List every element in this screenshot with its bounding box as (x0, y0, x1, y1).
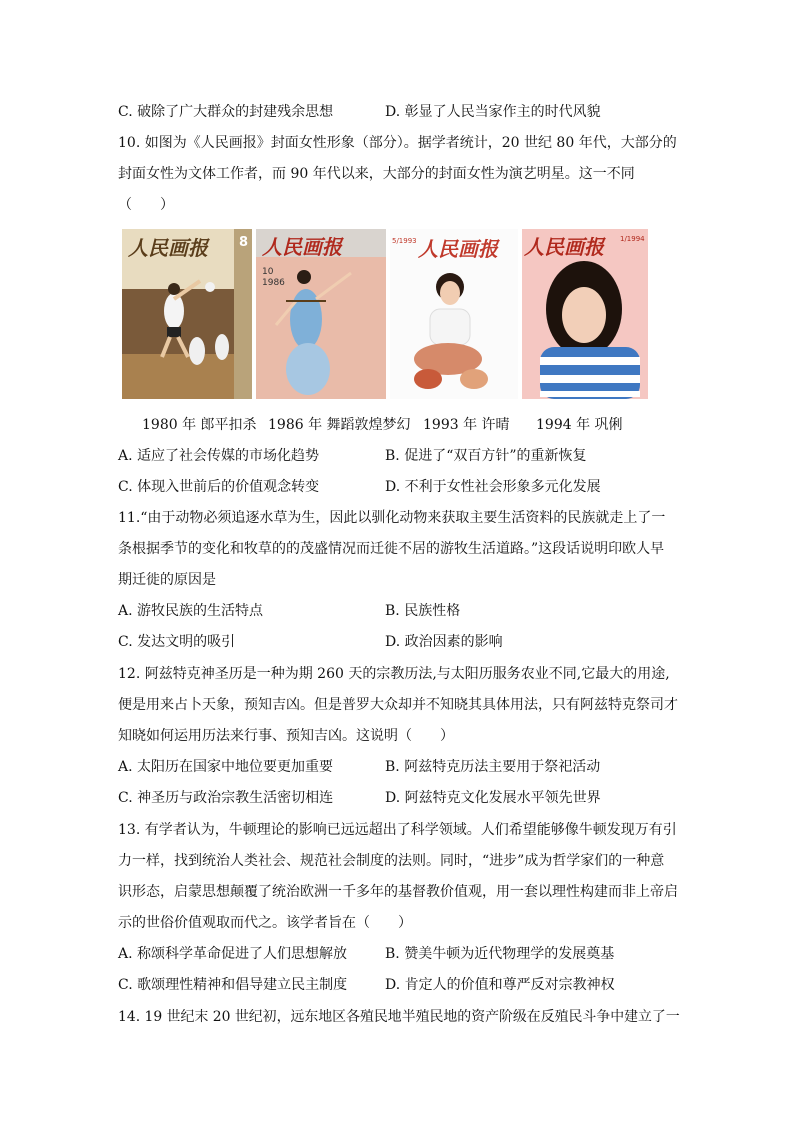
q11-option-d[interactable]: D. 政治因素的影响 (385, 634, 503, 650)
cover-1993-issue: 5/1993 (392, 237, 417, 245)
q13-stem-line3: 识形态，启蒙思想颠覆了统治欧洲一千多年的基督教价值观，用一套以理性构建而非上帝启 (118, 884, 678, 900)
q10-option-d[interactable]: D. 不利于女性社会形象多元化发展 (385, 479, 601, 495)
q10-stem-line2: 封面女性为文体工作者，而 90 年代以来，大部分的封面女性为演艺明星。这一不同 (118, 166, 635, 182)
cover-1994-issue: 1/1994 (620, 235, 645, 243)
cover-1993-masthead: 人民画报 (418, 237, 498, 261)
cover-1986 (256, 229, 386, 399)
caption-1986: 1986 年 舞蹈敦煌梦幻 (268, 417, 411, 433)
magazine-covers-figure (122, 229, 648, 399)
q9-option-c[interactable]: C. 破除了广大群众的封建残余思想 (118, 104, 334, 120)
q12-stem-line3: 知晓如何运用历法来行事、预知吉凶。这说明（ ） (118, 728, 454, 744)
q13-stem-line1: 13. 有学者认为，牛顿理论的影响已远远超出了科学领域。人们希望能够像牛顿发现万有引 (118, 822, 677, 838)
q11-stem-line1: 11.“由于动物必须追逐水草为生，因此以驯化动物来获取主要生活资料的民族就走上了一 (118, 510, 666, 526)
q9-option-d[interactable]: D. 彰显了人民当家作主的时代风貌 (385, 104, 601, 120)
q11-stem-line3: 期迁徙的原因是 (118, 572, 216, 588)
cover-1994-masthead: 人民画报 (524, 235, 604, 259)
q12-option-c[interactable]: C. 神圣历与政治宗教生活密切相连 (118, 790, 334, 806)
cover-1980-masthead: 人民画报 (128, 236, 208, 260)
q13-stem-line4: 示的世俗价值观取而代之。该学者旨在（ ） (118, 915, 412, 931)
q12-option-d[interactable]: D. 阿兹特克文化发展水平领先世界 (385, 790, 601, 806)
q11-option-a[interactable]: A. 游牧民族的生活特点 (118, 603, 264, 619)
q12-stem-line2: 便是用来占卜天象，预知吉凶。但是普罗大众却并不知晓其具体用法，只有阿兹特克祭司才 (118, 697, 678, 713)
q13-option-b[interactable]: B. 赞美牛顿为近代物理学的发展奠基 (385, 946, 615, 962)
caption-1994: 1994 年 巩俐 (536, 417, 623, 433)
q10-option-b[interactable]: B. 促进了“双百方针”的重新恢复 (385, 448, 587, 464)
cover-1986-issue: 10 1986 (262, 267, 285, 288)
q13-option-d[interactable]: D. 肯定人的价值和尊严反对宗教神权 (385, 977, 615, 993)
q14-stem-line1: 14. 19 世纪末 20 世纪初，远东地区各殖民地半殖民地的资产阶级在反殖民斗争中建立了一 (118, 1009, 680, 1025)
cover-1980-issue: 8 (239, 235, 249, 250)
q10-option-c[interactable]: C. 体现入世前后的价值观念转变 (118, 479, 320, 495)
cover-1994 (522, 229, 648, 399)
q11-option-c[interactable]: C. 发达文明的吸引 (118, 634, 236, 650)
q11-option-b[interactable]: B. 民族性格 (385, 603, 461, 619)
q10-stem-line1: 10. 如图为《人民画报》封面女性形象（部分）。据学者统计，20 世纪 80 年代，大部分的 (118, 135, 677, 151)
q11-stem-line2: 条根据季节的变化和牧草的的茂盛情况而迁徙不居的游牧生活道路。”这段话说明印欧人早 (118, 541, 665, 557)
q13-option-a[interactable]: A. 称颂科学革命促进了人们思想解放 (118, 946, 348, 962)
cover-1986-masthead: 人民画报 (262, 235, 342, 259)
q13-option-c[interactable]: C. 歌颂理性精神和倡导建立民主制度 (118, 977, 348, 993)
q13-stem-line2: 力一样，找到统治人类社会、规范社会制度的法则。同时，“进步”成为哲学家们的一种意 (118, 853, 665, 869)
q10-option-a[interactable]: A. 适应了社会传媒的市场化趋势 (118, 448, 320, 464)
caption-1980: 1980 年 郎平扣杀 (142, 417, 257, 433)
cover-1980 (122, 229, 252, 399)
caption-1993: 1993 年 许晴 (423, 417, 510, 433)
q12-option-a[interactable]: A. 太阳历在国家中地位要更加重要 (118, 759, 334, 775)
q12-stem-line1: 12. 阿兹特克神圣历是一种为期 260 天的宗教历法,与太阳历服务农业不同,它最大的用途, (118, 666, 670, 682)
q12-option-b[interactable]: B. 阿兹特克历法主要用于祭祀活动 (385, 759, 601, 775)
cover-1993 (390, 229, 518, 399)
q10-stem-line3: （ ） (118, 197, 174, 213)
